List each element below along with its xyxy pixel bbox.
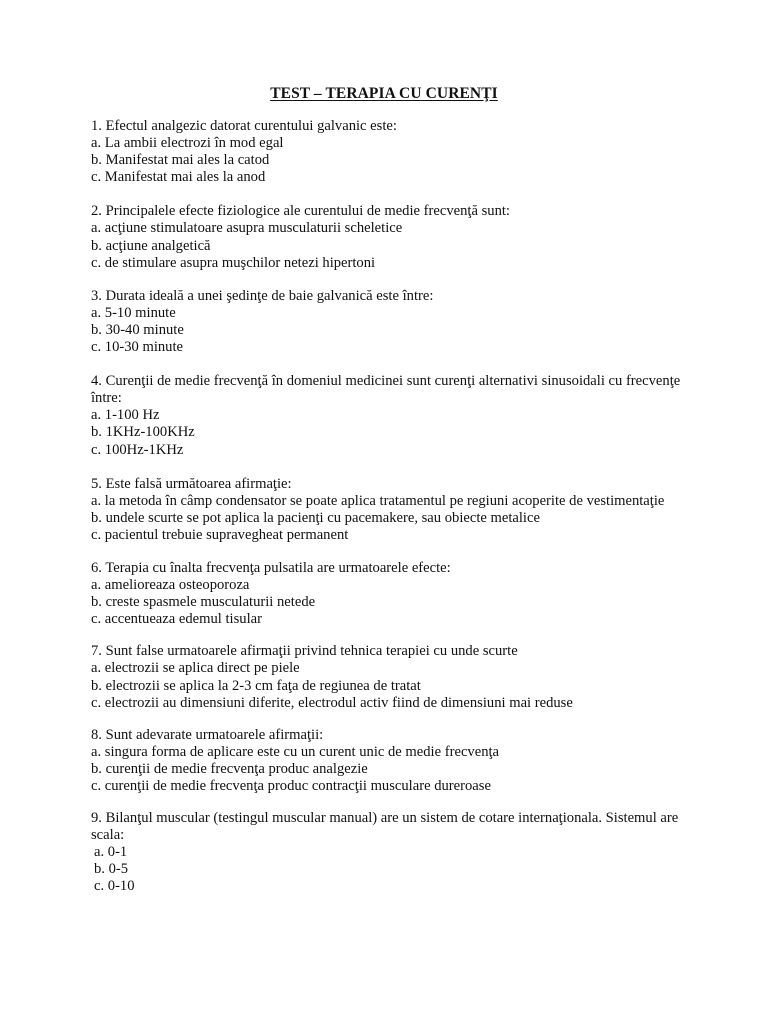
question-text: 9. Bilanţul muscular (testingul muscular manual) are un sistem de cotare internaţionala. Sistemul are scala: — [91, 810, 679, 844]
question-text: 4. Curenţii de medie frecvenţă în domeniul medicinei sunt curenţi alternativi sinusoidali cu frecvenţe între: — [91, 373, 681, 407]
answer-option-c: c. de stimulare asupra muşchilor netezi hipertoni — [91, 254, 376, 271]
answer-option-a: a. amelioreaza osteoporoza — [91, 577, 250, 594]
answer-option-c: c. 100Hz-1KHz — [91, 441, 184, 458]
answer-option-a: a. La ambii electrozi în mod egal — [91, 135, 284, 152]
document-title: TEST – TERAPIA CU CURENŢI — [270, 85, 498, 102]
answer-option-a: a. 5-10 minute — [91, 304, 176, 321]
answer-option-a: a. electrozii se aplica direct pe piele — [91, 660, 300, 677]
question-9 — [91, 810, 691, 895]
question-6 — [91, 560, 691, 628]
answer-option-c: c. Manifestat mai ales la anod — [91, 169, 266, 186]
question-text: 3. Durata ideală a unei şedinţe de baie galvanică este între: — [91, 287, 434, 304]
question-8 — [91, 727, 691, 795]
question-5 — [91, 476, 691, 544]
question-3 — [91, 288, 691, 356]
question-1 — [91, 118, 691, 186]
answer-option-b: b. Manifestat mai ales la catod — [91, 152, 270, 169]
answer-option-c: c. curenţii de medie frecvenţa produc contracţii musculare dureroase — [91, 778, 491, 794]
answer-option-c: c. electrozii au dimensiuni diferite, electrodul activ fiind de dimensiuni mai reduse — [91, 694, 573, 711]
answer-option-c: c. accentueaza edemul tisular — [91, 611, 262, 628]
answer-option-c: c. pacientul trebuie supravegheat permanent — [91, 526, 349, 543]
answer-option-b: b. 30-40 minute — [91, 321, 184, 338]
question-4 — [91, 373, 691, 458]
question-list — [91, 118, 691, 896]
answer-option-b: b. curenţii de medie frecvenţa produc analgezie — [91, 760, 368, 777]
answer-option-a: a. 0-1 — [94, 844, 128, 861]
answer-option-b: b. 0-5 — [94, 861, 129, 878]
answer-option-a: a. 1-100 Hz — [91, 407, 160, 424]
answer-option-b: b. undele scurte se pot aplica la pacienţi cu pacemakere, sau obiecte metalice — [91, 509, 540, 526]
answer-option-b: b. acţiune analgetică — [91, 237, 211, 254]
question-text: 5. Este falsă următoarea afirmaţie: — [91, 475, 292, 492]
question-7 — [91, 643, 691, 711]
question-text: 2. Principalele efecte fiziologice ale curentului de medie frecvenţă sunt: — [91, 203, 510, 220]
question-2 — [91, 203, 691, 271]
question-text: 1. Efectul analgezic datorat curentului galvanic este: — [91, 118, 397, 134]
answer-option-a: a. singura forma de aplicare este cu un curent unic de medie frecvenţa — [91, 743, 500, 760]
answer-option-b: b. creste spasmele musculaturii netede — [91, 594, 316, 611]
question-text: 8. Sunt adevarate urmatoarele afirmaţii: — [91, 726, 324, 743]
answer-option-c: c. 10-30 minute — [91, 339, 184, 356]
answer-option-a: a. la metoda în câmp condensator se poate aplica tratamentul pe regiuni acoperite de vestimentaţie — [91, 492, 665, 509]
answer-option-b: b. 1KHz-100KHz — [91, 424, 195, 441]
question-text: 6. Terapia cu înalta frecvenţa pulsatila are urmatoarele efecte: — [91, 559, 451, 576]
answer-option-a: a. acţiune stimulatoare asupra musculaturii scheletice — [91, 220, 403, 237]
answer-option-b: b. electrozii se aplica la 2-3 cm faţa de regiunea de tratat — [91, 677, 421, 694]
question-text: 7. Sunt false urmatoarele afirmaţii privind tehnica terapiei cu unde scurte — [91, 643, 518, 660]
answer-option-c: c. 0-10 — [94, 878, 135, 895]
